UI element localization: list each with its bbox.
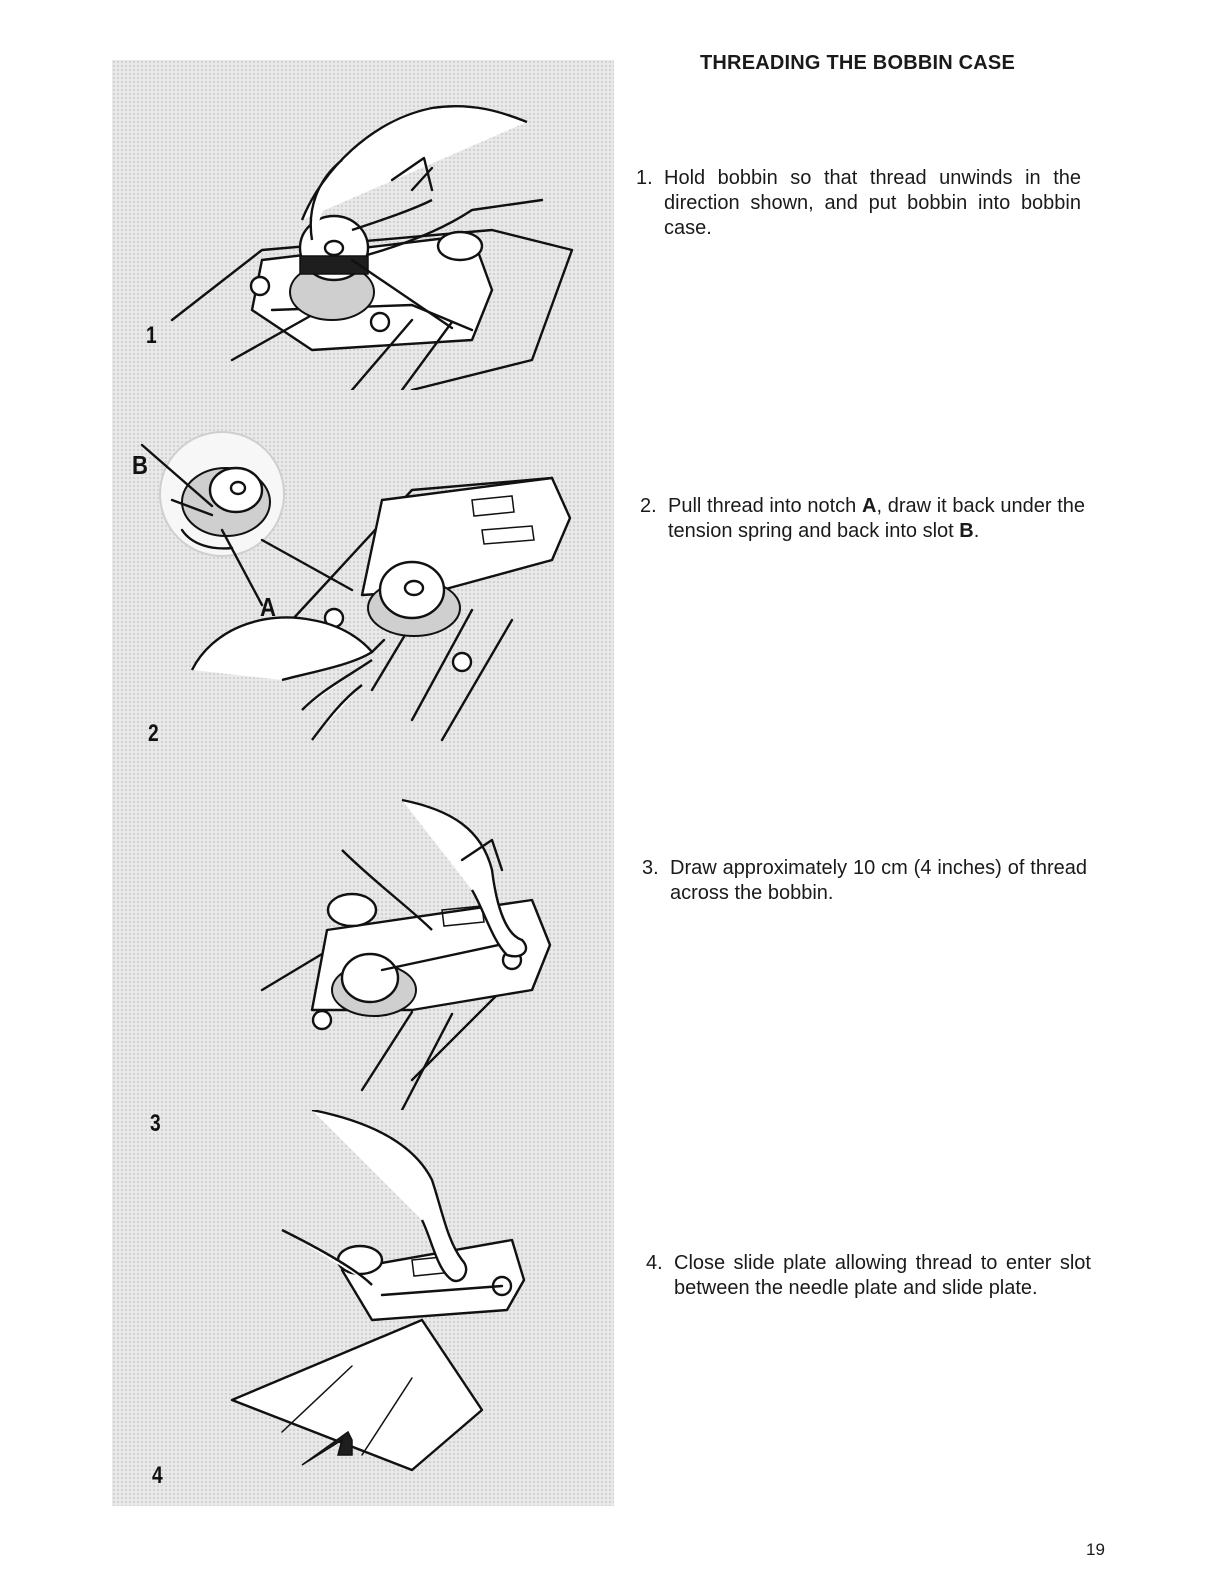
- step-3-number: 3.: [642, 857, 659, 879]
- hand-outline: [192, 617, 372, 740]
- step-1-text: Hold bobbin so that thread unwinds in the direction shown, and put bobbin into bobbin case.: [664, 167, 1081, 239]
- figure-4-illustration: [112, 1110, 614, 1506]
- page-title: THREADING THE BOBBIN CASE: [700, 52, 1016, 74]
- step-2: [640, 494, 1085, 544]
- bobbin-insert-drawing: [112, 60, 614, 390]
- figure-3-illustration: [112, 750, 614, 1137]
- figure-2-number: 2: [148, 720, 159, 747]
- step-4-number: 4.: [646, 1252, 663, 1274]
- step-2-number: 2.: [640, 495, 657, 517]
- step-4: [646, 1251, 1091, 1301]
- step-1: [636, 166, 1081, 241]
- step-2-text-end: .: [973, 520, 980, 542]
- screw-right: [371, 313, 389, 331]
- step-2-text: [668, 494, 1085, 544]
- figure-1-number: 1: [146, 322, 157, 349]
- step-2-label-a: A: [862, 495, 877, 517]
- draw-thread-drawing: [112, 750, 614, 1110]
- step-4-text: Close slide plate allowing thread to enter slot between the needle plate and slide plate.: [674, 1252, 1091, 1299]
- close-slide-plate-drawing: [112, 1110, 614, 1506]
- slide-plate: [232, 1320, 482, 1470]
- figure-1-illustration: [112, 60, 614, 390]
- thread-notch-drawing: [112, 390, 614, 750]
- step-1-number: 1.: [636, 167, 653, 189]
- illustration-column: [112, 60, 614, 1506]
- step-2-text-part-1: Pull thread into notch: [668, 495, 862, 517]
- bobbin: [342, 954, 398, 1002]
- callout-a: A: [260, 592, 276, 622]
- callout-b: B: [132, 450, 148, 480]
- figure-4-number: 4: [152, 1462, 163, 1489]
- figure-3-number: 3: [150, 1110, 161, 1137]
- step-2-label-b: B: [959, 520, 974, 542]
- step-3: [642, 856, 1087, 906]
- step-2-text-part-2: , draw it back under the tension spring and back into slot: [668, 495, 1086, 542]
- step-3-text: Draw approximately 10 cm (4 inches) of thread across the bobbin.: [670, 857, 1087, 904]
- screw-left: [251, 277, 269, 295]
- page-number: 19: [1086, 1540, 1105, 1559]
- figure-2-illustration: [112, 390, 614, 750]
